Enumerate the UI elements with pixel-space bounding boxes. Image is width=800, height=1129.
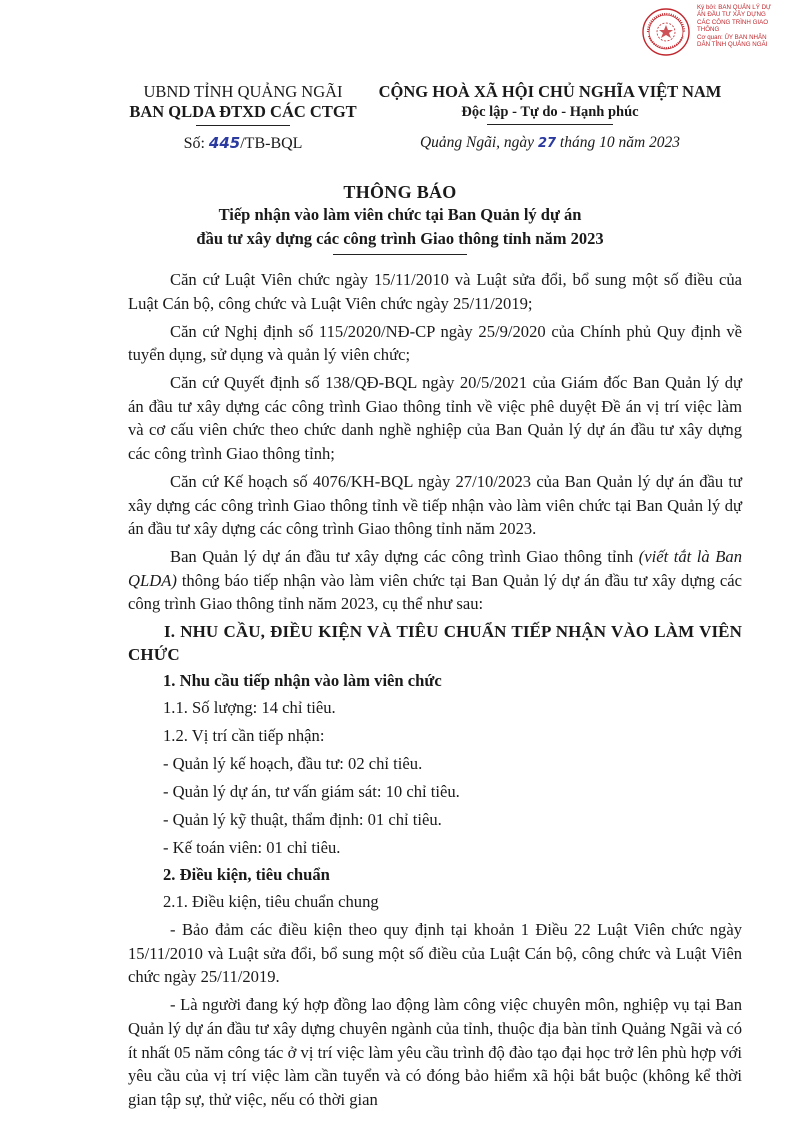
list-item: 1.1. Số lượng: 14 chỉ tiêu. — [163, 698, 336, 718]
sig-line: CÁC CÔNG TRÌNH GIAO — [697, 18, 769, 26]
digital-signature-seal-icon — [640, 6, 692, 58]
sig-line: Cơ quan: ỦY BAN NHÂN — [697, 33, 767, 41]
intro-text-abbrev: (viết tắt là Ban QLDA) — [128, 547, 742, 590]
title-underline — [333, 254, 467, 255]
intro-text-a: Ban Quản lý dự án đầu tư xây dựng các công trình Giao thông tỉnh — [170, 547, 639, 567]
agency-name: BAN QLDA ĐTXD CÁC CTGT — [129, 102, 357, 121]
intro-text-c: thông báo tiếp nhận vào làm viên chức tại Ban Quản lý dự án đầu tư xây dựng các công trình Giao thông tỉnh năm 2023, cụ thể như sau: — [128, 570, 742, 614]
subsection-heading-1: 1. Nhu cầu tiếp nhận vào làm viên chức — [163, 671, 442, 691]
list-item: 2.1. Điều kiện, tiêu chuẩn chung — [163, 892, 379, 912]
parent-agency: UBND TỈNH QUẢNG NGÃI — [143, 82, 343, 101]
document-date — [360, 134, 740, 152]
sig-line: DÂN TỈNH QUẢNG NGÃI — [697, 41, 768, 49]
list-item: 1.2. Vị trí cần tiếp nhận: — [163, 726, 325, 746]
document-number — [100, 134, 386, 153]
subsection-heading-2: 2. Điều kiện, tiêu chuẩn — [163, 865, 330, 885]
condition-paragraph: - Bảo đảm các điều kiện theo quy định tại khoản 1 Điều 22 Luật Viên chức ngày 15/11/2010 và Luật sửa đổi, bổ sung một số điều của Luật Cán bộ, công chức và Luật Viên chức ngày 25/11/2019. — [128, 920, 742, 987]
agency-underline — [196, 125, 290, 126]
legal-basis-4: Căn cứ Kế hoạch số 4076/KH-BQL ngày 27/10/2023 của Ban Quản lý dự án đầu tư xây dựng các công trình Giao thông tỉnh về tiếp nhận vào làm viên chức tại Ban Quản lý dự án đầu tư xây dựng các công trình Giao thông tỉnh năm 2023. — [128, 471, 742, 539]
motto-underline — [487, 124, 613, 125]
legal-basis-1: Căn cứ Luật Viên chức ngày 15/11/2010 và Luật sửa đổi, bổ sung một số điều của Luật Cán bộ, công chức và Luật Viên chức ngày 25/11/2019; — [128, 270, 742, 313]
list-item: - Quản lý dự án, tư vấn giám sát: 10 chỉ tiêu. — [163, 782, 460, 802]
digital-signature-text — [697, 4, 797, 48]
sig-line: THÔNG — [697, 26, 720, 34]
document-subtitle-line2: đầu tư xây dựng các công trình Giao thông tỉnh năm 2023 — [196, 229, 604, 248]
doc-number-handwritten: 445 — [208, 134, 241, 152]
date-prefix: Quảng Ngãi, ngày — [419, 134, 535, 151]
date-day-handwritten: 27 — [537, 136, 557, 151]
doc-number-suffix: /TB-BQL — [240, 135, 303, 152]
document-subtitle-line1: Tiếp nhận vào làm viên chức tại Ban Quản lý dự án — [218, 205, 582, 224]
doc-number-label: Số: — [183, 135, 205, 152]
section-heading-1: I. NHU CẦU, ĐIỀU KIỆN VÀ TIÊU CHUẨN TIẾP NHẬN VÀO LÀM VIÊN CHỨC — [128, 622, 742, 665]
list-item: - Kế toán viên: 01 chỉ tiêu. — [163, 838, 341, 858]
national-motto: Độc lập - Tự do - Hạnh phúc — [461, 104, 639, 120]
list-item: - Quản lý kế hoạch, đầu tư: 02 chỉ tiêu. — [163, 754, 423, 774]
sig-line: Ký bởi: BAN QUẢN LÝ DỰ — [697, 4, 772, 11]
document-body — [128, 268, 742, 1116]
sig-line: ÁN ĐẦU TƯ XÂY DỰNG — [697, 11, 766, 19]
nation-name: CỘNG HOÀ XÃ HỘI CHỦ NGHĨA VIỆT NAM — [378, 82, 722, 101]
legal-basis-2: Căn cứ Nghị định số 115/2020/NĐ-CP ngày 25/9/2020 của Chính phủ Quy định về tuyển dụng, sử dụng và quản lý viên chức; — [128, 321, 742, 365]
document-title: THÔNG BÁO — [343, 182, 457, 202]
intro-paragraph — [128, 545, 742, 616]
issuing-agency — [100, 82, 386, 122]
condition-paragraph: - Là người đang ký hợp đồng lao động làm công việc chuyên môn, nghiệp vụ tại Ban Quản lý dự án đầu tư xây dựng chuyên ngành của tỉnh, thuộc địa bàn tỉnh Quảng Ngãi và có ít nhất 05 năm công tác ở vị trí việc làm yêu cầu trình độ đào tạo đại học trở lên phù hợp với yêu cầu của vị trí việc làm cần tuyển và có đóng bảo hiểm xã hội bắt buộc (không kể thời gian tập sự, thử việc, nếu có thời gian — [128, 995, 742, 1109]
list-item: - Quản lý kỹ thuật, thẩm định: 01 chỉ tiêu. — [163, 810, 442, 830]
national-heading — [360, 82, 740, 122]
legal-basis-3: Căn cứ Quyết định số 138/QĐ-BQL ngày 20/5/2021 của Giám đốc Ban Quản lý dự án đầu tư xây dựng các công trình Giao thông tỉnh về việc phê duyệt Đề án vị trí việc làm và cơ cấu viên chức theo chức danh nghề nghiệp của Ban Quản lý dự án đầu tư xây dựng các công trình Giao thông tỉnh; — [128, 373, 742, 463]
date-suffix: tháng 10 năm 2023 — [559, 134, 681, 151]
